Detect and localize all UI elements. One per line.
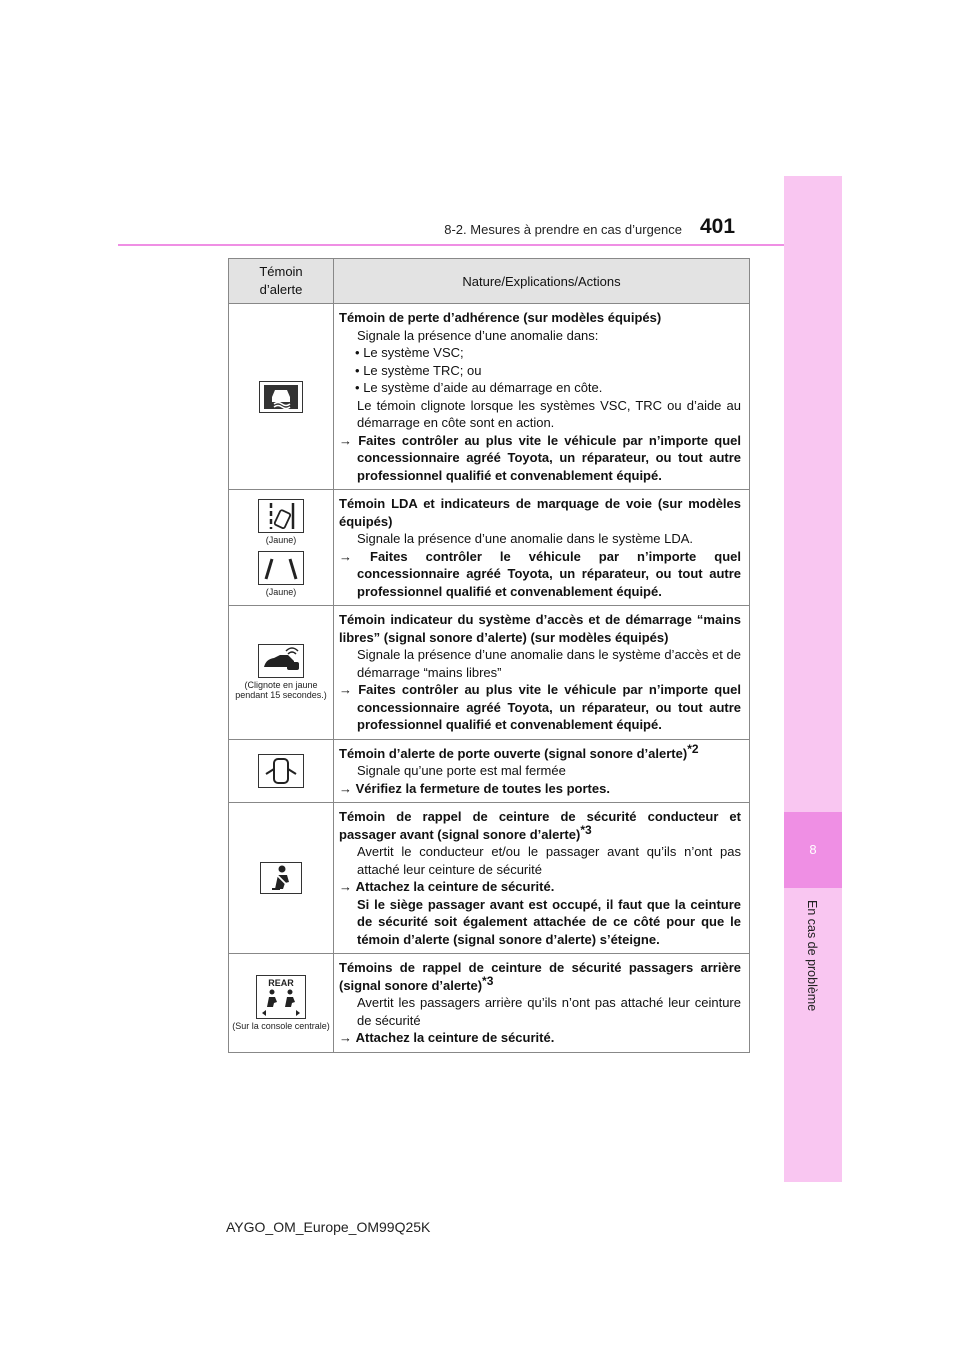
icon-caption: (Sur la console centrale) bbox=[232, 1020, 330, 1031]
row-title-text: Témoin d’alerte de porte ouverte (signal sonore d’alerte) bbox=[339, 745, 688, 761]
bullet: • bbox=[355, 345, 360, 360]
arrow-icon: → bbox=[339, 780, 352, 796]
document-code: AYGO_OM_Europe_OM99Q25K bbox=[226, 1219, 431, 1235]
light-icon-cell bbox=[229, 739, 334, 803]
row-title: Témoin de perte d’adhérence (sur modèles équipés) bbox=[339, 310, 662, 325]
icon-caption: (Jaune) bbox=[265, 534, 297, 545]
table-row bbox=[229, 490, 750, 606]
arrow-icon: → bbox=[339, 682, 352, 697]
bullet: • bbox=[355, 380, 360, 395]
row-title: Témoin LDA et indicateurs de marquage de voie (sur modèles équipés) bbox=[339, 496, 741, 529]
seatbelt-indicator-icon bbox=[260, 862, 302, 894]
row-text: Signale la présence d’une anomalie dans le système d’accès et de démarrage “mains libres” bbox=[357, 647, 741, 680]
bullet-text: Le système VSC; bbox=[363, 345, 464, 360]
description-cell bbox=[334, 606, 750, 740]
row-text: Avertit le conducteur et/ou le passager avant qu’ils n’ont pas attaché leur ceinture de sécurité bbox=[357, 844, 741, 877]
row-action bbox=[339, 1029, 741, 1047]
arrow-icon: → bbox=[339, 879, 352, 894]
description-cell bbox=[334, 304, 750, 490]
row-title bbox=[339, 959, 741, 994]
row-action bbox=[339, 548, 741, 601]
page-number: 401 bbox=[700, 215, 736, 238]
light-icon-cell bbox=[229, 606, 334, 740]
row-text: Signale qu’une porte est mal fermée bbox=[357, 763, 566, 778]
action-text: Faites contrôler au plus vite le véhicule par n’importe quel concessionnaire agréé Toyota, un réparateur, ou tout autre professionnel qualifié et convenablement équipé. bbox=[357, 682, 741, 732]
action-text: Attachez la ceinture de sécurité. bbox=[355, 879, 555, 894]
bullet-text: Le système TRC; ou bbox=[363, 362, 482, 378]
header-rule bbox=[118, 244, 784, 246]
row-title bbox=[339, 808, 741, 843]
light-icon-cell bbox=[229, 954, 334, 1053]
row-note: Le témoin clignote lorsque les systèmes VSC, TRC ou d’aide au démarrage en côte sont en action. bbox=[357, 397, 741, 430]
action-text: Attachez la ceinture de sécurité. bbox=[355, 1030, 555, 1045]
row-title: Témoin indicateur du système d’accès et de démarrage “mains libres” (signal sonore d’alerte) (sur modèles équipés) bbox=[339, 612, 741, 645]
row-action bbox=[339, 878, 741, 896]
row-action bbox=[339, 681, 741, 734]
door-open-indicator-icon bbox=[258, 754, 304, 788]
lda-indicator-icon bbox=[258, 499, 304, 533]
chapter-number: 8 bbox=[784, 812, 842, 888]
action-text: Vérifiez la fermeture de toutes les portes. bbox=[355, 780, 610, 796]
slip-indicator-icon bbox=[259, 381, 303, 413]
bullet: • bbox=[355, 362, 360, 378]
bullet-text: Le système d’aide au démarrage en côte. bbox=[363, 380, 603, 395]
table-row bbox=[229, 739, 750, 803]
footnote-ref: *3 bbox=[580, 822, 592, 837]
light-icon-cell bbox=[229, 803, 334, 954]
table-row bbox=[229, 803, 750, 954]
row-text: Signale la présence d’une anomalie dans le système LDA. bbox=[357, 531, 694, 546]
list-item bbox=[339, 362, 741, 380]
arrow-icon: → bbox=[339, 1030, 352, 1045]
arrow-icon: → bbox=[339, 548, 352, 564]
row-action-extra: Si le siège passager avant est occupé, il faut que la ceinture de sécurité soit également attachée de ce côté pour que le témoin d’alerte (signal sonore d’alerte) s’éteigne. bbox=[357, 896, 741, 947]
column-header-light: Témoin d’alerte bbox=[229, 259, 334, 304]
description-cell bbox=[334, 803, 750, 954]
table-header-row bbox=[229, 259, 750, 304]
row-action bbox=[339, 432, 741, 485]
description-cell bbox=[334, 954, 750, 1053]
action-text: Faites contrôler au plus vite le véhicule par n’importe quel concessionnaire agréé Toyota, un réparateur, ou tout autre professionnel qualifié et convenablement équipé. bbox=[357, 432, 741, 483]
arrow-icon: → bbox=[339, 432, 352, 448]
section-title: 8-2. Mesures à prendre en cas d’urgence bbox=[444, 222, 682, 237]
description-cell bbox=[334, 490, 750, 606]
warning-lights-table bbox=[228, 258, 750, 1053]
icon-caption: (Jaune) bbox=[265, 586, 297, 597]
row-title bbox=[339, 741, 741, 763]
row-text: Signale la présence d’une anomalie dans: bbox=[357, 327, 599, 343]
light-icon-cell bbox=[229, 304, 334, 490]
row-title-text: Témoins de rappel de ceinture de sécurité passagers arrière (signal sonore d’alerte) bbox=[339, 960, 741, 993]
chapter-label: En cas de problème bbox=[805, 900, 819, 1012]
table-row bbox=[229, 606, 750, 740]
light-icon-cell bbox=[229, 490, 334, 606]
smart-key-indicator-icon bbox=[258, 644, 304, 678]
list-item bbox=[339, 344, 741, 362]
footnote-ref: *2 bbox=[687, 741, 699, 756]
footnote-ref: *3 bbox=[482, 973, 494, 988]
action-text: Faites contrôler le véhicule par n’importe quel concessionnaire agréé Toyota, un réparateur, ou tout autre professionnel qualifié et convenablement équipé. bbox=[357, 548, 741, 599]
lane-marking-indicator-icon bbox=[258, 551, 304, 585]
table-row bbox=[229, 954, 750, 1053]
description-cell bbox=[334, 739, 750, 803]
table-row bbox=[229, 304, 750, 490]
row-text: Avertit les passagers arrière qu’ils n’ont pas attaché leur ceinture de sécurité bbox=[357, 995, 741, 1028]
icon-caption: (Clignote en jaune pendant 15 secondes.) bbox=[235, 680, 327, 701]
rear-icon-text: REAR bbox=[268, 977, 294, 988]
column-header-description: Nature/Explications/Actions bbox=[334, 259, 750, 304]
list-item bbox=[339, 379, 741, 397]
rear-seatbelt-indicator-icon bbox=[256, 975, 306, 1019]
row-action bbox=[339, 780, 741, 798]
row-title-text: Témoin de rappel de ceinture de sécurité conducteur et passager avant (signal sonore d’alerte) bbox=[339, 809, 741, 842]
